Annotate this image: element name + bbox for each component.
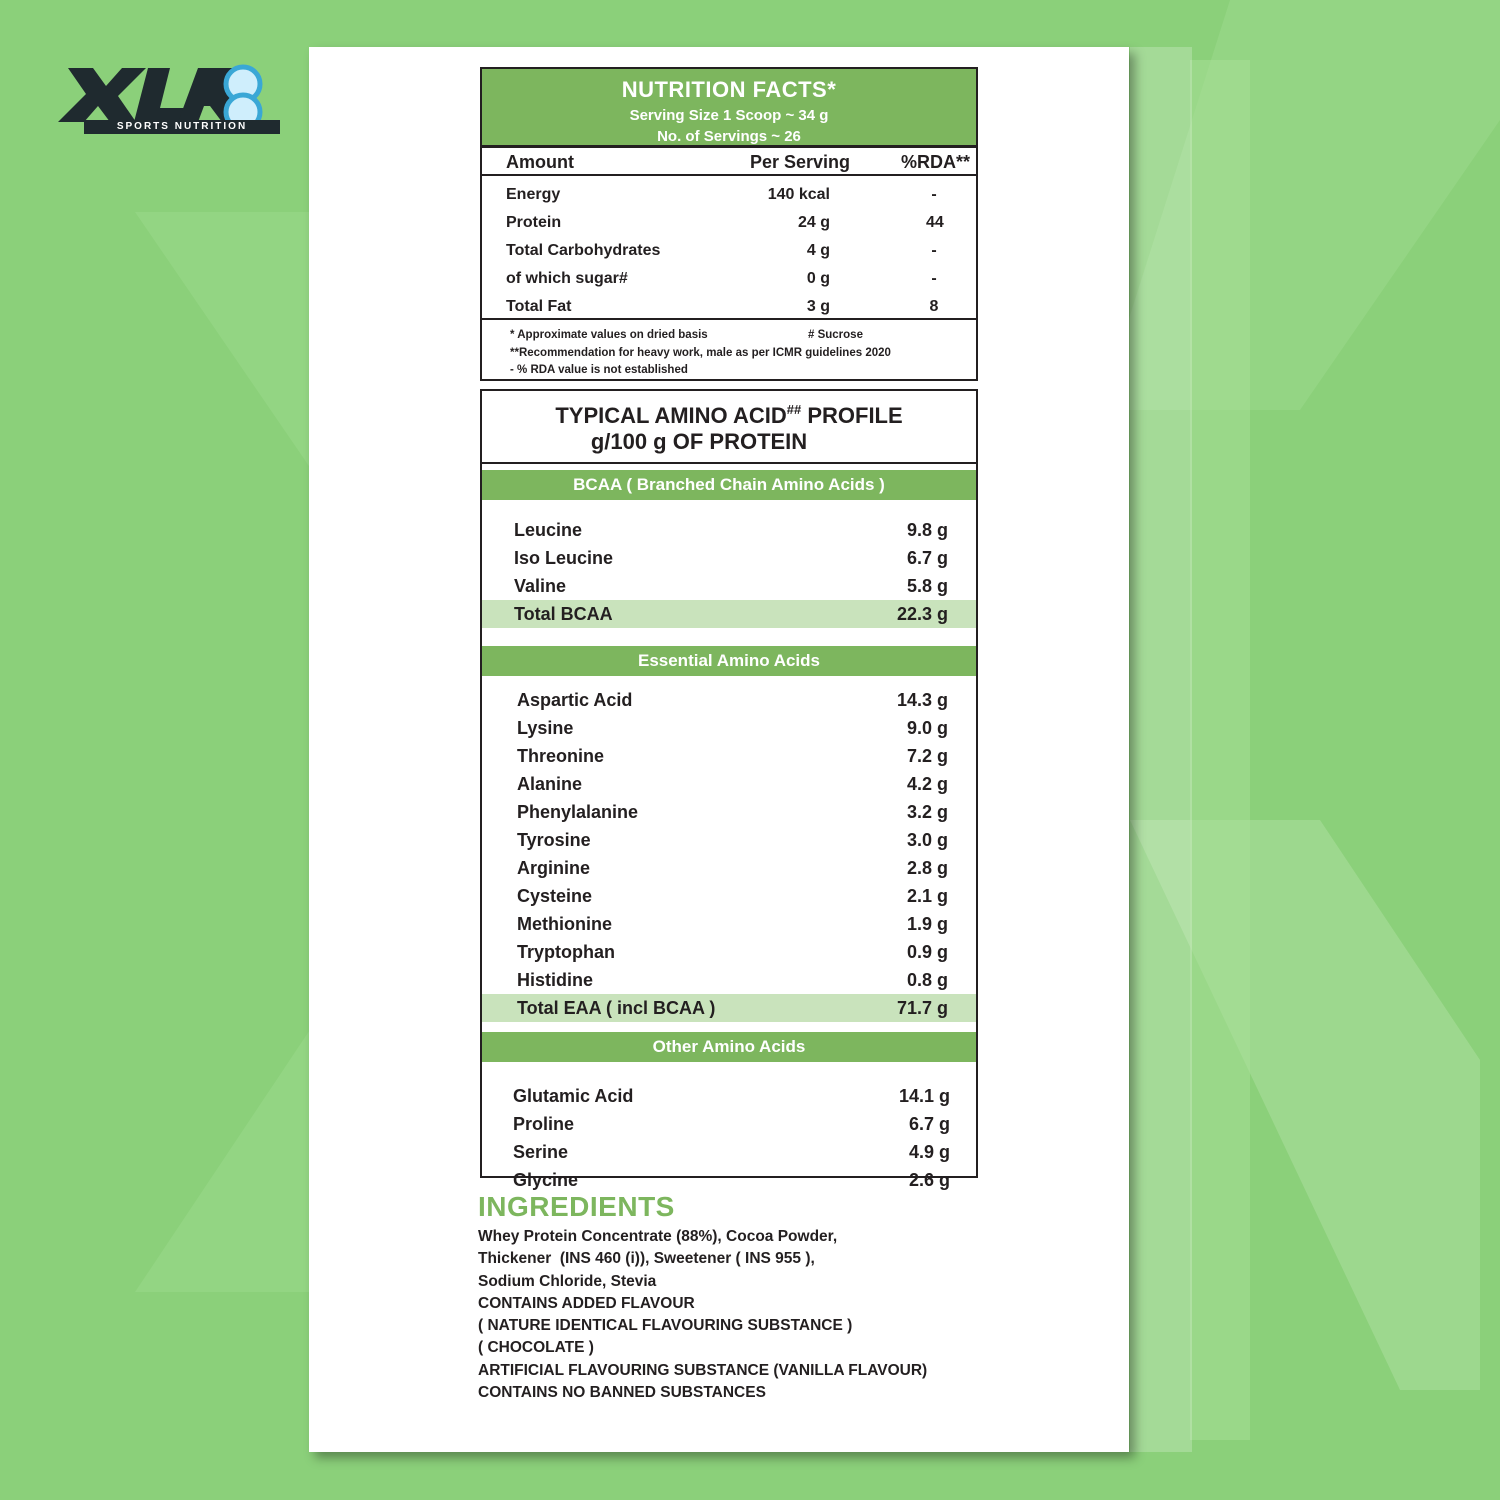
amino-value: 9.8 g xyxy=(906,520,948,540)
amino-value: 3.0 g xyxy=(906,830,948,850)
table-row xyxy=(482,572,976,600)
amino-name: Cysteine xyxy=(517,886,593,906)
nutrient-value: 3 g xyxy=(806,298,830,315)
table-row xyxy=(482,1138,976,1166)
note-approx: * Approximate values on dried basis xyxy=(510,329,708,341)
ingredient-line: ( NATURE IDENTICAL FLAVOURING SUBSTANCE ) xyxy=(478,1317,853,1335)
bcaa-total-row xyxy=(482,600,976,628)
amino-name: Glycine xyxy=(513,1170,579,1190)
nutrient-name: Total Carbohydrates xyxy=(506,242,661,259)
nutrient-rda: - xyxy=(931,186,937,203)
table-row xyxy=(482,1110,976,1138)
amino-title-line2: g/100 g OF PROTEIN xyxy=(590,429,808,454)
amino-title-sup: ## xyxy=(786,402,802,417)
bcaa-list xyxy=(482,500,976,628)
amino-name: Tryptophan xyxy=(517,942,615,962)
amino-value: 3.2 g xyxy=(906,802,948,822)
amino-name: Iso Leucine xyxy=(514,548,614,568)
table-row xyxy=(482,181,976,209)
amino-name: Total BCAA xyxy=(514,604,613,624)
ingredient-line: Sodium Chloride, Stevia xyxy=(478,1272,657,1290)
amino-value: 5.8 g xyxy=(906,576,948,596)
bcaa-header: BCAA ( Branched Chain Amino Acids ) xyxy=(482,470,976,500)
ingredient-line: CONTAINS ADDED FLAVOUR xyxy=(478,1294,695,1312)
amino-value: 4.9 g xyxy=(908,1142,950,1162)
nutrition-footnotes xyxy=(482,320,976,378)
amino-value: 14.1 g xyxy=(898,1086,950,1106)
amino-value: 9.0 g xyxy=(906,718,948,738)
amino-value: 2.6 g xyxy=(908,1170,950,1190)
nutrient-name: Energy xyxy=(506,186,561,203)
table-row xyxy=(482,237,976,265)
amino-value: 1.9 g xyxy=(906,914,948,934)
nutrient-rda: - xyxy=(931,242,937,259)
eaa-total-row xyxy=(482,994,976,1022)
nutrient-value: 0 g xyxy=(806,270,830,287)
amino-name: Serine xyxy=(513,1142,569,1162)
table-row xyxy=(482,910,976,938)
amino-title-part2: PROFILE xyxy=(801,403,903,428)
nutrient-value: 4 g xyxy=(806,242,830,259)
note-sucrose: # Sucrose xyxy=(808,329,863,341)
nutrition-facts-header xyxy=(482,69,976,148)
note-rda: - % RDA value is not established xyxy=(510,364,688,376)
eaa-list xyxy=(482,676,976,1022)
panel-shadow xyxy=(1130,47,1192,1452)
other-amino-list xyxy=(482,1062,976,1194)
xlr8-logo-icon xyxy=(48,38,288,128)
amino-name: Valine xyxy=(514,576,567,596)
nutrition-rows xyxy=(482,176,976,320)
amino-value: 0.8 g xyxy=(906,970,948,990)
table-row xyxy=(482,516,976,544)
col-rda: %RDA** xyxy=(900,152,970,172)
ingredient-line: Thickener (INS 460 (i)), Sweetener ( INS 955 ), xyxy=(478,1250,815,1268)
brand-logo xyxy=(48,38,288,138)
ingredient-line: Whey Protein Concentrate (88%), Cocoa Powder, xyxy=(478,1228,838,1245)
nutrient-rda: 44 xyxy=(926,214,944,231)
table-row xyxy=(482,544,976,572)
amino-name: Lysine xyxy=(517,718,574,738)
col-amount: Amount xyxy=(506,152,574,172)
amino-value: 71.7 g xyxy=(896,998,948,1018)
ingredient-line: CONTAINS NO BANNED SUBSTANCES xyxy=(478,1384,766,1402)
amino-name: Methionine xyxy=(517,914,612,934)
nutrition-facts-table xyxy=(480,67,978,381)
amino-name: Total EAA ( incl BCAA ) xyxy=(517,998,716,1018)
table-row xyxy=(482,265,976,293)
table-row xyxy=(482,1166,976,1194)
amino-value: 2.8 g xyxy=(906,858,948,878)
label-panel xyxy=(309,47,1129,1452)
amino-name: Glutamic Acid xyxy=(513,1086,634,1106)
table-row xyxy=(482,966,976,994)
amino-name: Leucine xyxy=(514,520,583,540)
nutrient-value: 140 kcal xyxy=(767,186,830,203)
table-row xyxy=(482,938,976,966)
amino-name: Threonine xyxy=(517,746,605,766)
amino-value: 14.3 g xyxy=(896,690,948,710)
nutrient-rda: - xyxy=(931,270,937,287)
amino-value: 2.1 g xyxy=(906,886,948,906)
amino-name: Proline xyxy=(513,1114,575,1134)
amino-name: Aspartic Acid xyxy=(517,690,633,710)
amino-value: 7.2 g xyxy=(906,746,948,766)
ingredients-title: INGREDIENTS xyxy=(478,1191,675,1222)
table-row xyxy=(482,1082,976,1110)
brand-tagline: SPORTS NUTRITION xyxy=(84,120,280,134)
amino-acid-title xyxy=(482,391,976,464)
amino-value: 22.3 g xyxy=(896,604,948,624)
amino-value: 6.7 g xyxy=(906,548,948,568)
nutrient-name: Total Fat xyxy=(506,298,572,315)
ingredients-section xyxy=(478,1191,1038,1404)
amino-value: 6.7 g xyxy=(908,1114,950,1134)
ingredients-text xyxy=(478,1226,1038,1404)
table-row xyxy=(482,293,976,321)
amino-title-part1: TYPICAL AMINO ACID xyxy=(555,403,787,428)
table-row xyxy=(482,209,976,237)
amino-name: Histidine xyxy=(517,970,594,990)
table-row xyxy=(482,770,976,798)
nutrient-rda: 8 xyxy=(929,298,939,315)
table-row xyxy=(482,826,976,854)
nutrient-name: of which sugar# xyxy=(506,270,628,287)
col-per-serving: Per Serving xyxy=(749,152,850,172)
table-row xyxy=(482,798,976,826)
amino-value: 4.2 g xyxy=(906,774,948,794)
amino-name: Tyrosine xyxy=(517,830,591,850)
table-row xyxy=(482,882,976,910)
nutrient-name: Protein xyxy=(506,214,562,231)
table-row xyxy=(482,742,976,770)
amino-value: 0.9 g xyxy=(906,942,948,962)
nutrient-value: 24 g xyxy=(797,214,830,231)
other-amino-header: Other Amino Acids xyxy=(482,1032,976,1062)
servings-count: No. of Servings ~ 26 xyxy=(657,128,801,145)
ingredient-line: ARTIFICIAL FLAVOURING SUBSTANCE (VANILLA FLAVOUR) xyxy=(478,1361,928,1379)
table-row xyxy=(482,686,976,714)
amino-name: Arginine xyxy=(517,858,591,878)
serving-size: Serving Size 1 Scoop ~ 34 g xyxy=(629,107,829,124)
amino-acid-profile-table xyxy=(480,389,978,1190)
amino-name: Alanine xyxy=(517,774,583,794)
table-row xyxy=(482,854,976,882)
amino-name: Phenylalanine xyxy=(517,802,639,822)
nutrition-column-headers xyxy=(482,148,976,176)
nutrition-facts-title: NUTRITION FACTS* xyxy=(621,77,837,102)
eaa-header: Essential Amino Acids xyxy=(482,646,976,676)
ingredient-line: ( CHOCOLATE ) xyxy=(478,1339,594,1357)
table-row xyxy=(482,714,976,742)
note-recommendation: **Recommendation for heavy work, male as per ICMR guidelines 2020 xyxy=(510,347,891,359)
